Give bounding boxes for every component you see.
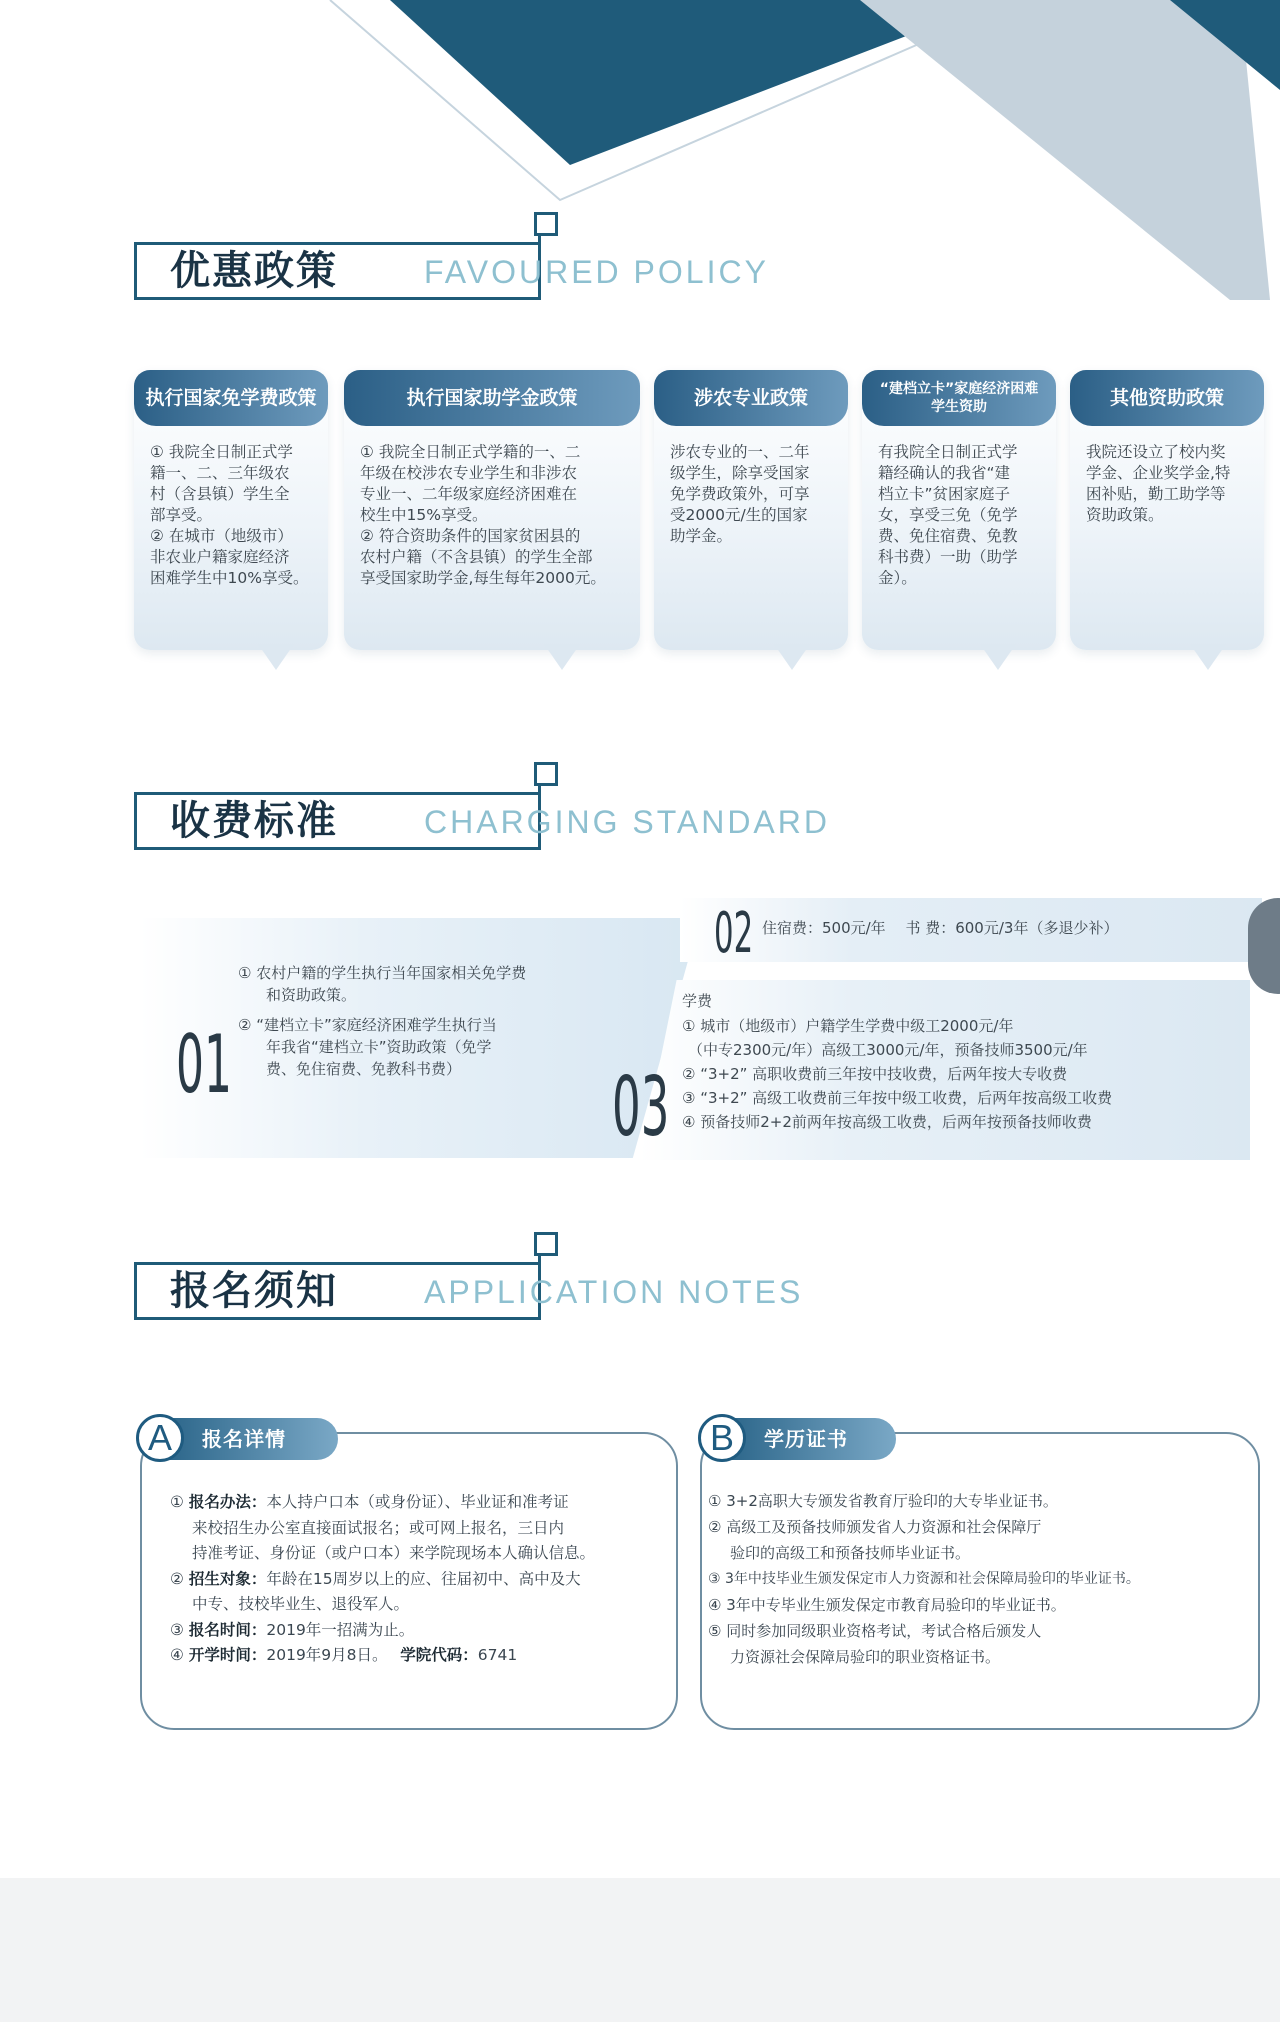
card-line: 籍经确认的我省“建 xyxy=(878,464,1011,482)
card-text xyxy=(150,442,314,589)
application-notes-header xyxy=(134,1262,1134,1372)
card-line: 村（含县镇）学生全 xyxy=(150,485,290,503)
section-title-en: APPLICATION NOTES xyxy=(424,1274,804,1310)
charging-standard-header xyxy=(134,792,1134,902)
item-number: ① xyxy=(170,1493,184,1511)
item-value: 本人持户口本（或身份证）、毕业证和准考证 xyxy=(266,1493,569,1511)
header-square-icon xyxy=(534,762,558,786)
card-line: ① 我院全日制正式学 xyxy=(150,443,293,461)
charging-line: ① 城市（地级市）户籍学生学费中级工2000元/年 xyxy=(682,1017,1014,1035)
detail-line: 来校招生办公室直接面试报名；或可网上报名，三日内 xyxy=(192,1518,565,1537)
policy-card-4 xyxy=(862,370,1056,690)
charging-line: ② “建档立卡”家庭经济困难学生执行当 xyxy=(238,1016,497,1034)
card-line: 免学费政策外，可享 xyxy=(670,485,810,503)
card-line: 有我院全日制正式学 xyxy=(878,443,1018,461)
certificate-line: ⑤ 同时参加同级职业资格考试，考试合格后颁发人 xyxy=(708,1622,1042,1640)
card-line: 农村户籍（不含县镇）的学生全部 xyxy=(360,548,593,566)
section-title-en: CHARGING STANDARD xyxy=(424,804,830,840)
charging-item-03-heading: 学费 xyxy=(682,992,713,1010)
detail-item xyxy=(170,1643,670,1669)
card-title: 涉农专业政策 xyxy=(654,370,848,426)
card-line: 享受国家助学金,每生每年2000元。 xyxy=(360,569,606,587)
item-value: 2019年9月8日。 xyxy=(266,1646,401,1664)
charging-item-01-text xyxy=(238,962,638,1080)
card-pointer xyxy=(774,644,810,670)
policy-card-2 xyxy=(344,370,640,690)
certificate-line: ① 3+2高职大专颁发省教育厅验印的大专毕业证书。 xyxy=(708,1492,1058,1510)
certificate-line: 力资源社会保障局验印的职业资格证书。 xyxy=(730,1648,1001,1666)
card-text xyxy=(1086,442,1250,526)
card-line: 我院还设立了校内奖 xyxy=(1086,443,1226,461)
card-line: 受2000元/生的国家 xyxy=(670,506,808,524)
item-key: 开学时间： xyxy=(188,1646,267,1664)
charging-line: 费、免住宿费、免教科书费） xyxy=(266,1060,462,1078)
item-number: ③ xyxy=(170,1620,184,1639)
charging-item-02-text: 住宿费：500元/年 书 费：600元/3年（多退少补） xyxy=(762,919,1119,937)
charging-item-03-text xyxy=(682,1014,1242,1134)
card-line: 困补贴，勤工助学等 xyxy=(1086,485,1226,503)
card-line: 专业一、二年级家庭经济困难在 xyxy=(360,485,578,503)
card-pointer xyxy=(544,644,580,670)
item-key: 学院代码： xyxy=(400,1646,478,1664)
policy-card-3 xyxy=(654,370,848,690)
section-title-zh: 收费标准 xyxy=(170,798,338,844)
detail-item xyxy=(170,1490,670,1516)
card-line: 费、免住宿费、免教 xyxy=(878,527,1018,545)
card-line: 助学金。 xyxy=(670,527,733,545)
section-title-zh: 优惠政策 xyxy=(170,248,338,294)
card-line: 涉农专业的一、二年 xyxy=(670,443,810,461)
header-square-icon xyxy=(534,1232,558,1256)
certificates-text xyxy=(708,1488,1256,1670)
item-key: 招生对象： xyxy=(188,1569,267,1588)
section-title-en: FAVOURED POLICY xyxy=(424,254,769,290)
card-title: 其他资助政策 xyxy=(1070,370,1264,426)
card-line: 年级在校涉农专业学生和非涉农 xyxy=(360,464,578,482)
certificate-line: 验印的高级工和预备技师毕业证书。 xyxy=(730,1544,971,1562)
registration-details-text xyxy=(170,1490,670,1669)
card-line: 校生中15%享受。 xyxy=(360,506,488,524)
charging-line: 年我省“建档立卡”资助政策（免学 xyxy=(266,1038,492,1056)
card-pointer xyxy=(1190,644,1226,670)
certificate-line: ② 高级工及预备技师颁发省人力资源和社会保障厅 xyxy=(708,1518,1042,1536)
card-line: 部享受。 xyxy=(150,506,213,524)
card-line: ② 符合资助条件的国家贫困县的 xyxy=(360,527,581,545)
card-line: 科书费）一助（助学 xyxy=(878,548,1018,566)
policy-card-5 xyxy=(1070,370,1264,690)
card-line: ② 在城市（地级市） xyxy=(150,527,293,545)
registration-details-label xyxy=(138,1418,338,1460)
card-title: “建档立卡”家庭经济困难学生资助 xyxy=(862,370,1056,426)
certificate-line: ④ 3年中专毕业生颁发保定市教育局验印的毕业证书。 xyxy=(708,1596,1066,1614)
favoured-policy-header xyxy=(134,242,1134,352)
policy-card-1 xyxy=(134,370,328,690)
item-number: ② xyxy=(170,1569,184,1588)
edge-tab xyxy=(1248,898,1280,994)
card-line: 档立卡”贫困家庭子 xyxy=(878,485,1011,503)
item-key: 报名时间： xyxy=(188,1620,267,1639)
certificate-line: ③ 3年中技毕业生颁发保定市人力资源和社会保障局验印的毕业证书。 xyxy=(708,1571,1140,1587)
detail-item xyxy=(170,1567,670,1593)
card-line: 籍一、二、三年级农 xyxy=(150,464,290,482)
item-value: 6741 xyxy=(477,1646,518,1664)
card-pointer xyxy=(980,644,1016,670)
item-number-01: 01 xyxy=(176,1018,232,1111)
card-title: 执行国家助学金政策 xyxy=(344,370,640,426)
item-number-02: 02 xyxy=(714,901,754,966)
item-value: 2019年一招满为止。 xyxy=(266,1620,415,1639)
charging-line: ① 农村户籍的学生执行当年国家相关免学费 xyxy=(238,964,527,982)
card-line: 资助政策。 xyxy=(1086,506,1164,524)
charging-line: 和资助政策。 xyxy=(266,986,357,1004)
footer-band xyxy=(0,1878,1280,2022)
header-square-icon xyxy=(534,212,558,236)
card-text xyxy=(360,442,626,589)
label-text: 报名详情 xyxy=(202,1427,286,1451)
item-number: ④ xyxy=(170,1646,184,1664)
card-text xyxy=(670,442,834,547)
card-pointer xyxy=(258,644,294,670)
card-line: 非农业户籍家庭经济 xyxy=(150,548,290,566)
item-value: 年龄在15周岁以上的应、往届初中、高中及大 xyxy=(266,1569,581,1588)
item-key: 报名办法： xyxy=(188,1493,267,1511)
card-line: ① 我院全日制正式学籍的一、二 xyxy=(360,443,581,461)
certificates-label xyxy=(700,1418,896,1460)
letter-a-icon: A xyxy=(136,1414,184,1462)
card-line: 学金、企业奖学金,特 xyxy=(1086,464,1231,482)
card-line: 困难学生中10%享受。 xyxy=(150,569,309,587)
letter-b-icon: B xyxy=(698,1414,746,1462)
charging-line: ④ 预备技师2+2前两年按高级工收费，后两年按预备技师收费 xyxy=(682,1113,1092,1131)
detail-line: 持准考证、身份证（或户口本）来学院现场本人确认信息。 xyxy=(192,1544,596,1562)
section-title-zh: 报名须知 xyxy=(170,1268,338,1314)
detail-item xyxy=(170,1618,670,1644)
card-text xyxy=(878,442,1042,589)
card-line: 级学生，除享受国家 xyxy=(670,464,810,482)
item-number-03: 03 xyxy=(612,1060,670,1155)
charging-line: （中专2300元/年）高级工3000元/年，预备技师3500元/年 xyxy=(688,1041,1088,1059)
card-line: 女，享受三免（免学 xyxy=(878,506,1018,524)
card-title: 执行国家免学费政策 xyxy=(134,370,328,426)
charging-line: ③ “3+2” 高级工收费前三年按中级工收费，后两年按高级工收费 xyxy=(682,1089,1113,1107)
detail-line: 中专、技校毕业生、退役军人。 xyxy=(192,1595,410,1613)
card-line: 金）。 xyxy=(878,569,917,587)
charging-line: ② “3+2” 高职收费前三年按中技收费，后两年按大专收费 xyxy=(682,1065,1068,1083)
label-text: 学历证书 xyxy=(764,1427,848,1451)
